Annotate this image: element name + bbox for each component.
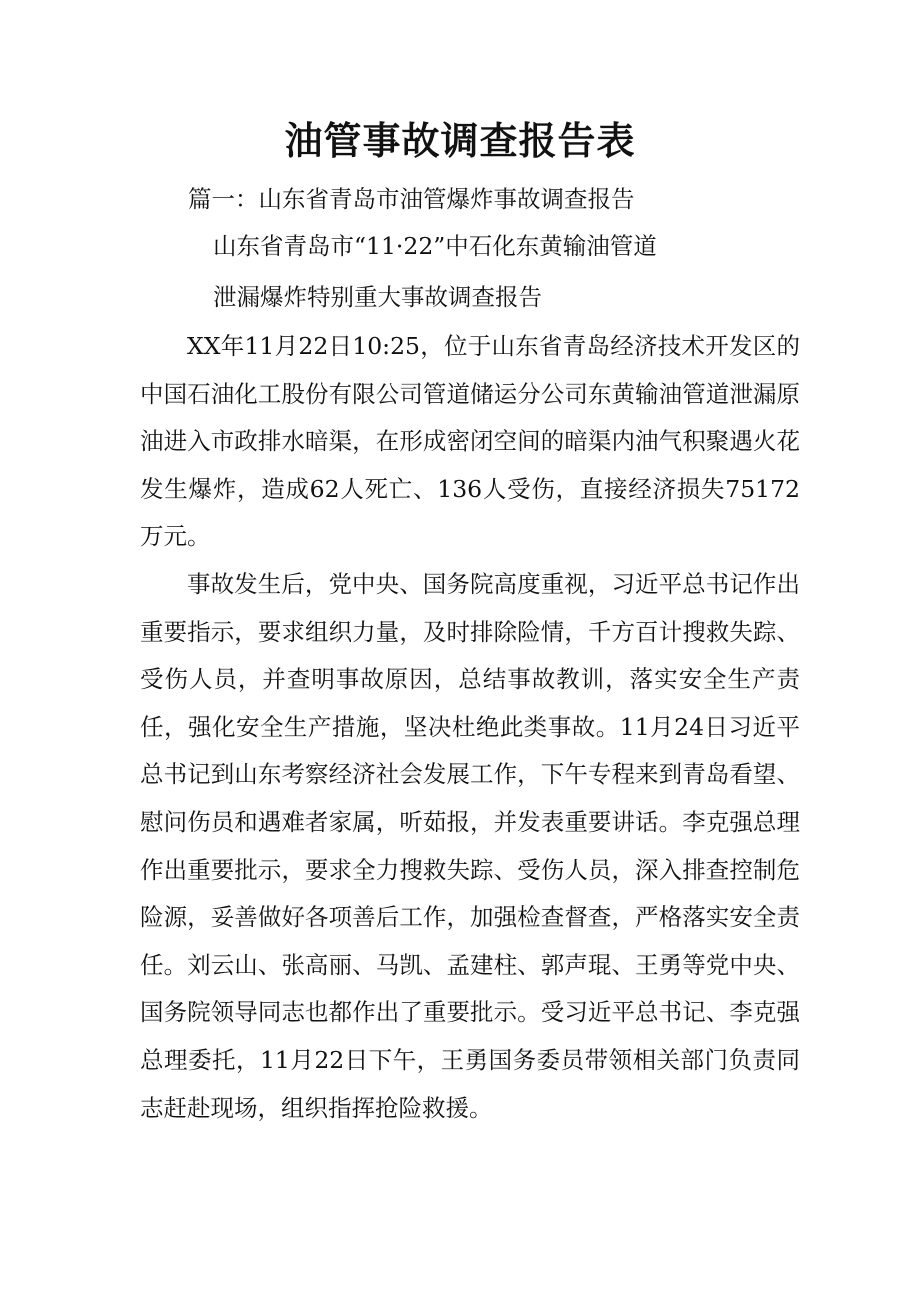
paragraph-1: XX年11月22日10:25，位于山东省青岛经济技术开发区的中国石油化工股份有限公司管道储运分公司东黄输油管道泄漏原油进入市政排水暗渠，在形成密闭空间的暗渠内油气积聚遇火花发生爆炸，造成62人死亡、136人受伤，直接经济损失75172万元。: [140, 332, 800, 551]
section-heading: 篇一：山东省青岛市油管爆炸事故调查报告: [188, 185, 635, 213]
report-title-line-1: 山东省青岛市“11·22”中石化东黄输油管道: [213, 232, 657, 260]
paragraph-2: 事故发生后，党中央、国务院高度重视，习近平总书记作出重要指示，要求组织力量，及时排除险情，千方百计搜救失踪、受伤人员，并查明事故原因，总结事故教训，落实安全生产责任，强化安全生产措施，坚决杜绝此类事故。11月24日习近平总书记到山东考察经济社会发展工作，下午专程来到青岛看望、慰问伤员和遇难者家属，听茹报，并发表重要讲话。李克强总理作出重要批示，要求全力搜救失踪、受伤人员，深入排查控制危险源，妥善做好各项善后工作，加强检查督查，严格落实安全责任。刘云山、张高丽、马凯、孟建柱、郭声琨、王勇等党中央、国务院领导同志也都作出了重要批示。受习近平总书记、李克强总理委托，11月22日下午，王勇国务委员带领相关部门负责同志赶赴现场，组织指挥抢险救援。: [140, 570, 800, 1122]
report-title-line-2: 泄漏爆炸特别重大事故调查报告: [213, 283, 542, 311]
document-title: 油管事故调查报告表: [284, 118, 636, 163]
